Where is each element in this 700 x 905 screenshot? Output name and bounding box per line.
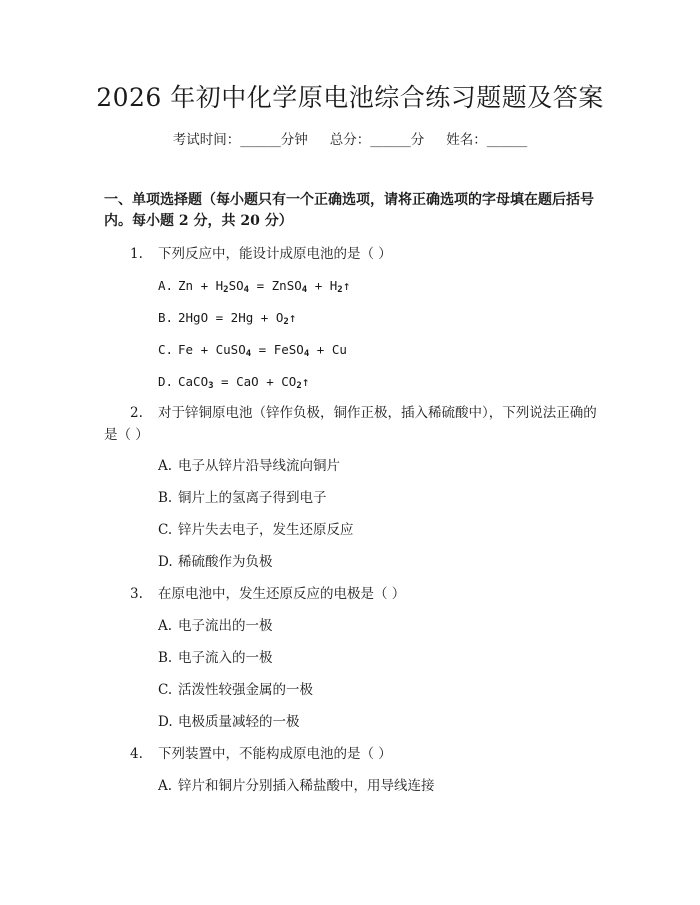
- question-3-option-a: [158, 616, 273, 636]
- question-text: 在原电池中，发生还原反应的电极是（ ）: [158, 586, 406, 602]
- question-3: [130, 584, 405, 604]
- question-text: 下列装置中，不能构成原电池的是（ ）: [158, 746, 392, 762]
- option-text: 电子流入的一极: [178, 650, 273, 666]
- option-text: 稀硫酸作为负极: [178, 554, 273, 570]
- option-letter: C.: [158, 342, 174, 357]
- formula: CaCO$_3$ = CaO + $CO_2↑$: [178, 374, 310, 391]
- question-3-option-c: [158, 680, 313, 700]
- option-text: 电子从锌片沿导线流向铜片: [178, 458, 340, 474]
- option-letter: A.: [158, 458, 173, 474]
- question-2-option-b: [158, 488, 327, 508]
- option-letter: A.: [158, 618, 173, 634]
- formula: $Zn + H_2SO_4$ = ZnSO$_4$ + $H_2↑$: [178, 278, 351, 295]
- question-1-option-a: [158, 276, 350, 300]
- question-number: 2.: [130, 405, 143, 421]
- exam-meta: [0, 130, 700, 150]
- option-letter: D.: [158, 554, 173, 570]
- question-4: [130, 744, 392, 764]
- formula: $2HgO = 2Hg + O_2↑$: [178, 310, 297, 327]
- option-text: 锌片失去电子，发生还原反应: [178, 522, 354, 538]
- document-title: 2026 年初中化学原电池综合练习题题及答案: [96, 83, 604, 112]
- option-text: 锌片和铜片分别插入稀盐酸中，用导线连接: [178, 778, 435, 794]
- question-text: 下列反应中，能设计成原电池的是（ ）: [158, 246, 392, 262]
- question-number: 4.: [130, 746, 143, 762]
- question-2-option-d: [158, 552, 273, 572]
- option-letter: B.: [158, 650, 173, 666]
- student-name-label: 姓名：______: [446, 132, 528, 148]
- option-letter: D.: [158, 374, 174, 389]
- question-2: [104, 402, 604, 446]
- option-letter: B.: [158, 310, 174, 325]
- option-text: 活泼性较强金属的一极: [178, 682, 313, 698]
- question-1: [130, 244, 392, 264]
- option-letter: A.: [158, 278, 174, 293]
- question-4-option-a: [158, 776, 435, 796]
- question-number: 1.: [130, 246, 143, 262]
- question-3-option-d: [158, 712, 300, 732]
- option-letter: A.: [158, 778, 173, 794]
- option-text: 电极质量减轻的一极: [178, 714, 300, 730]
- option-text: 铜片上的氢离子得到电子: [178, 490, 327, 506]
- question-number: 3.: [130, 586, 143, 602]
- question-3-option-b: [158, 648, 273, 668]
- option-letter: C.: [158, 522, 173, 538]
- option-letter: D.: [158, 714, 173, 730]
- question-text: 对于锌铜原电池（锌作负极，铜作正极，插入稀硫酸中），下列说法正确的是（ ）: [104, 405, 597, 443]
- question-2-option-c: [158, 520, 354, 540]
- total-score-label: 总分：______分: [329, 132, 425, 148]
- option-text: 电子流出的一极: [178, 618, 273, 634]
- exam-time-label: 考试时间：______分钟: [172, 132, 308, 148]
- question-2-option-a: [158, 456, 340, 476]
- question-1-option-d: [158, 372, 309, 396]
- option-letter: C.: [158, 682, 173, 698]
- option-letter: B.: [158, 490, 173, 506]
- question-1-option-c: [158, 340, 347, 364]
- section-heading: 一、单项选择题（每小题只有一个正确选项，请将正确选项的字母填在题后括号内。每小题 2 分，共 20 分）: [104, 192, 594, 229]
- question-1-option-b: [158, 308, 296, 332]
- formula: Fe + CuSO$_4$ = FeSO$_4$ + Cu: [178, 342, 347, 359]
